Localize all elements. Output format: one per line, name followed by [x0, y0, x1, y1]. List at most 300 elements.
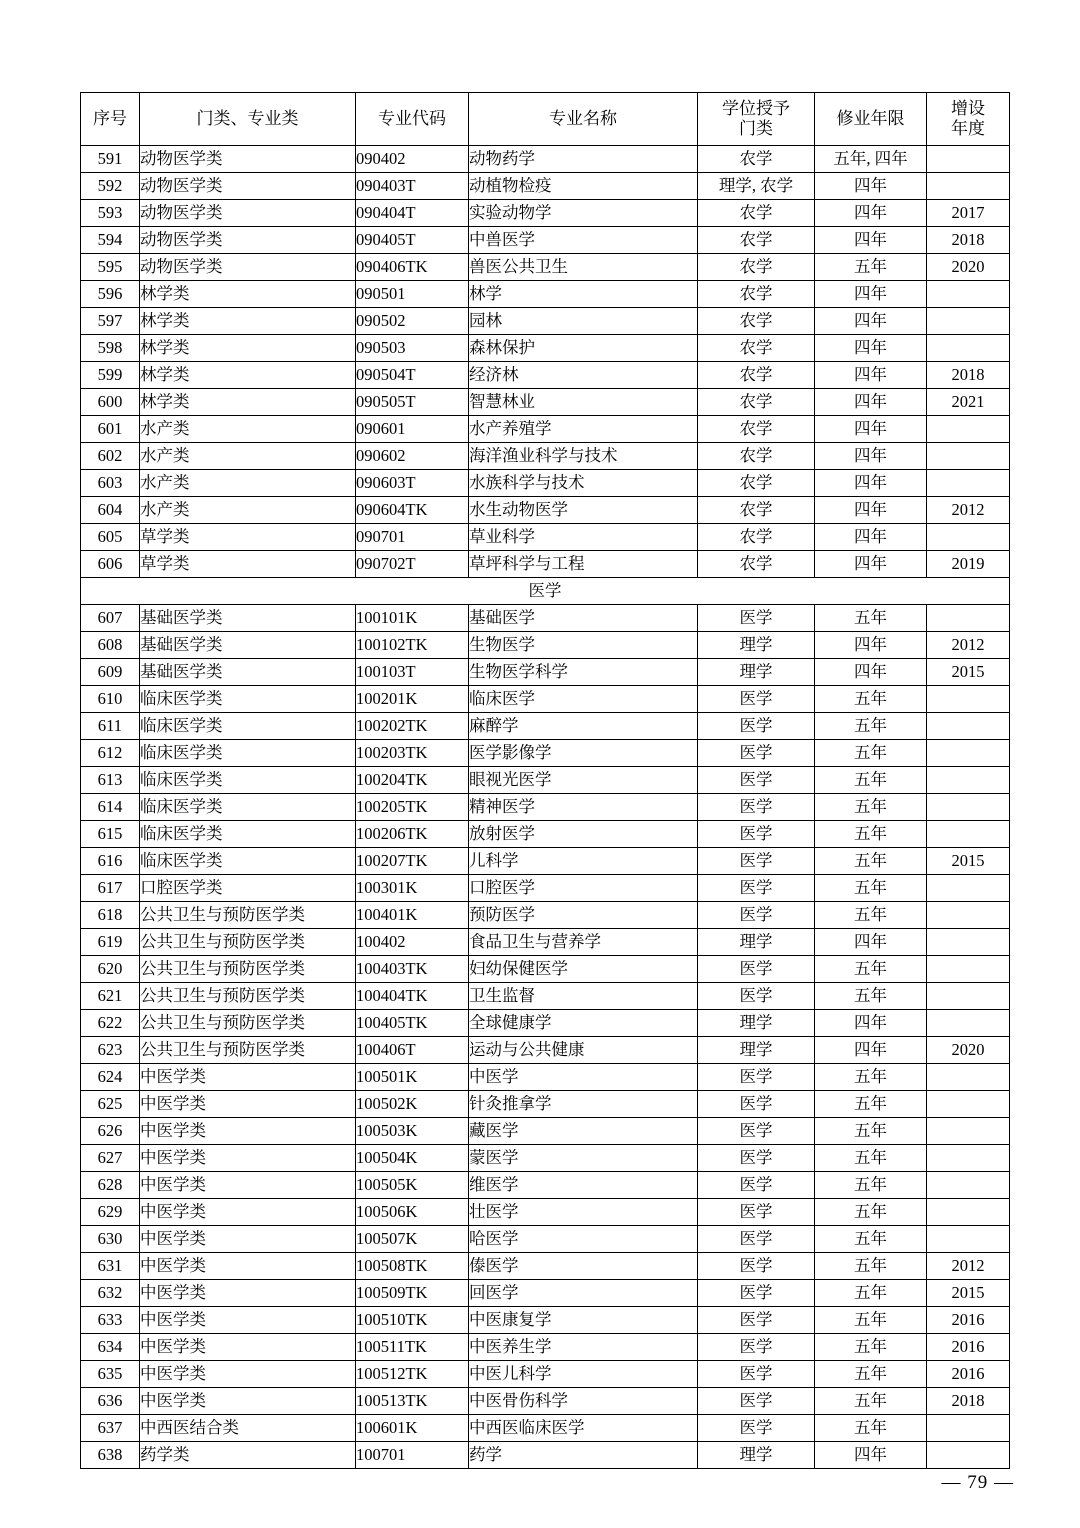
table-row: [81, 821, 1010, 848]
cell-degree: 医学: [698, 1334, 815, 1361]
cell-code: 100403TK: [356, 956, 469, 983]
cell-code: 100502K: [356, 1091, 469, 1118]
cell-degree: 理学: [698, 1010, 815, 1037]
cell-seq: 599: [81, 362, 140, 389]
cell-years: 四年: [815, 335, 927, 362]
cell-added: 2016: [927, 1307, 1010, 1334]
cell-category: 动物医学类: [140, 254, 356, 281]
cell-code: 090406TK: [356, 254, 469, 281]
cell-added: [927, 281, 1010, 308]
cell-code: 090402: [356, 146, 469, 173]
cell-years: 五年: [815, 1253, 927, 1280]
cell-category: 临床医学类: [140, 713, 356, 740]
cell-degree: 医学: [698, 1280, 815, 1307]
cell-seq: 595: [81, 254, 140, 281]
cell-years: 五年: [815, 794, 927, 821]
cell-code: 090604TK: [356, 497, 469, 524]
cell-code: 100503K: [356, 1118, 469, 1145]
cell-name: 壮医学: [469, 1199, 698, 1226]
cell-added: 2012: [927, 497, 1010, 524]
table-row: [81, 443, 1010, 470]
cell-years: 五年: [815, 740, 927, 767]
table-row: [81, 1010, 1010, 1037]
cell-years: 五年: [815, 848, 927, 875]
cell-years: 五年: [815, 1118, 927, 1145]
cell-name: 经济林: [469, 362, 698, 389]
cell-seq: 601: [81, 416, 140, 443]
cell-name: 中医儿科学: [469, 1361, 698, 1388]
cell-seq: 591: [81, 146, 140, 173]
cell-years: 四年: [815, 308, 927, 335]
cell-years: 五年: [815, 821, 927, 848]
cell-added: [927, 1199, 1010, 1226]
cell-category: 公共卫生与预防医学类: [140, 902, 356, 929]
cell-degree: 农学: [698, 281, 815, 308]
cell-degree: 医学: [698, 902, 815, 929]
cell-code: 100505K: [356, 1172, 469, 1199]
table-row: [81, 740, 1010, 767]
cell-seq: 621: [81, 983, 140, 1010]
cell-category: 临床医学类: [140, 794, 356, 821]
cell-name: 中医养生学: [469, 1334, 698, 1361]
cell-seq: 600: [81, 389, 140, 416]
cell-degree: 农学: [698, 335, 815, 362]
cell-years: 五年: [815, 686, 927, 713]
cell-seq: 633: [81, 1307, 140, 1334]
table-row: [81, 1253, 1010, 1280]
cell-seq: 608: [81, 632, 140, 659]
cell-code: 100504K: [356, 1145, 469, 1172]
cell-name: 生物医学科学: [469, 659, 698, 686]
cell-degree: 医学: [698, 1145, 815, 1172]
cell-name: 草坪科学与工程: [469, 551, 698, 578]
cell-seq: 593: [81, 200, 140, 227]
cell-years: 四年: [815, 551, 927, 578]
table-header-row: [81, 93, 1010, 146]
cell-category: 中医学类: [140, 1118, 356, 1145]
cell-name: 回医学: [469, 1280, 698, 1307]
table-row: [81, 308, 1010, 335]
cell-code: 090702T: [356, 551, 469, 578]
cell-degree: 医学: [698, 1199, 815, 1226]
cell-category: 中医学类: [140, 1307, 356, 1334]
cell-seq: 606: [81, 551, 140, 578]
cell-category: 临床医学类: [140, 740, 356, 767]
cell-seq: 637: [81, 1415, 140, 1442]
cell-added: [927, 1010, 1010, 1037]
cell-years: 四年: [815, 659, 927, 686]
cell-degree: 医学: [698, 1253, 815, 1280]
cell-code: 100301K: [356, 875, 469, 902]
cell-years: 五年: [815, 1172, 927, 1199]
cell-category: 水产类: [140, 416, 356, 443]
cell-category: 动物医学类: [140, 200, 356, 227]
cell-added: [927, 335, 1010, 362]
cell-degree: 医学: [698, 794, 815, 821]
table-row: [81, 632, 1010, 659]
cell-years: 五年: [815, 1064, 927, 1091]
table-row: [81, 1172, 1010, 1199]
cell-added: [927, 1118, 1010, 1145]
cell-category: 动物医学类: [140, 146, 356, 173]
cell-name: 食品卫生与营养学: [469, 929, 698, 956]
cell-code: 090505T: [356, 389, 469, 416]
cell-degree: 医学: [698, 713, 815, 740]
cell-seq: 598: [81, 335, 140, 362]
cell-degree: 医学: [698, 605, 815, 632]
cell-years: 五年: [815, 1334, 927, 1361]
table-header: [81, 93, 1010, 146]
cell-added: [927, 1145, 1010, 1172]
page-number: — 79 —: [941, 1472, 1014, 1493]
cell-seq: 613: [81, 767, 140, 794]
cell-degree: 医学: [698, 1361, 815, 1388]
cell-category: 中医学类: [140, 1361, 356, 1388]
cell-seq: 638: [81, 1442, 140, 1469]
cell-degree: 医学: [698, 767, 815, 794]
cell-years: 四年: [815, 443, 927, 470]
table-row: [81, 389, 1010, 416]
cell-name: 兽医公共卫生: [469, 254, 698, 281]
cell-code: 100509TK: [356, 1280, 469, 1307]
cell-years: 四年: [815, 281, 927, 308]
cell-name: 运动与公共健康: [469, 1037, 698, 1064]
cell-name: 中医康复学: [469, 1307, 698, 1334]
cell-degree: 医学: [698, 1064, 815, 1091]
cell-seq: 610: [81, 686, 140, 713]
cell-name: 临床医学: [469, 686, 698, 713]
cell-name: 医学影像学: [469, 740, 698, 767]
cell-years: 四年: [815, 362, 927, 389]
cell-added: [927, 1091, 1010, 1118]
table-row: [81, 1037, 1010, 1064]
cell-added: [927, 794, 1010, 821]
cell-code: 100512TK: [356, 1361, 469, 1388]
cell-degree: 农学: [698, 551, 815, 578]
cell-name: 林学: [469, 281, 698, 308]
cell-name: 动物药学: [469, 146, 698, 173]
cell-category: 中医学类: [140, 1199, 356, 1226]
table-row: [81, 767, 1010, 794]
cell-degree: 理学, 农学: [698, 173, 815, 200]
table-row: [81, 875, 1010, 902]
column-header-seq: 序号: [81, 93, 140, 146]
cell-name: 哈医学: [469, 1226, 698, 1253]
cell-degree: 理学: [698, 659, 815, 686]
cell-code: 100101K: [356, 605, 469, 632]
cell-degree: 理学: [698, 632, 815, 659]
cell-added: [927, 956, 1010, 983]
cell-name: 放射医学: [469, 821, 698, 848]
cell-category: 中医学类: [140, 1253, 356, 1280]
cell-name: 园林: [469, 308, 698, 335]
cell-seq: 617: [81, 875, 140, 902]
cell-name: 水产养殖学: [469, 416, 698, 443]
cell-added: 2018: [927, 1388, 1010, 1415]
cell-category: 基础医学类: [140, 632, 356, 659]
cell-added: 2015: [927, 1280, 1010, 1307]
table-row: [81, 659, 1010, 686]
cell-name: 儿科学: [469, 848, 698, 875]
table-row: [81, 1442, 1010, 1469]
cell-degree: 理学: [698, 1037, 815, 1064]
cell-code: 100207TK: [356, 848, 469, 875]
cell-degree: 农学: [698, 389, 815, 416]
majors-table-container: [80, 92, 1002, 1469]
cell-degree: 医学: [698, 875, 815, 902]
cell-category: 动物医学类: [140, 227, 356, 254]
table-row: [81, 713, 1010, 740]
cell-name: 中兽医学: [469, 227, 698, 254]
cell-name: 基础医学: [469, 605, 698, 632]
cell-seq: 594: [81, 227, 140, 254]
cell-added: [927, 416, 1010, 443]
cell-code: 090404T: [356, 200, 469, 227]
table-body: [81, 146, 1010, 1469]
cell-category: 草学类: [140, 551, 356, 578]
cell-category: 动物医学类: [140, 173, 356, 200]
cell-degree: 医学: [698, 983, 815, 1010]
table-row: [81, 173, 1010, 200]
cell-code: 090502: [356, 308, 469, 335]
table-row: [81, 1280, 1010, 1307]
cell-degree: 医学: [698, 740, 815, 767]
cell-added: 2018: [927, 362, 1010, 389]
cell-seq: 635: [81, 1361, 140, 1388]
cell-code: 100203TK: [356, 740, 469, 767]
cell-category: 中医学类: [140, 1172, 356, 1199]
cell-years: 四年: [815, 389, 927, 416]
cell-degree: 医学: [698, 848, 815, 875]
cell-degree: 医学: [698, 956, 815, 983]
cell-name: 麻醉学: [469, 713, 698, 740]
column-header-added: [927, 93, 1010, 146]
cell-seq: 626: [81, 1118, 140, 1145]
column-header-added-line1: 增设: [951, 99, 985, 119]
cell-name: 草业科学: [469, 524, 698, 551]
cell-code: 100507K: [356, 1226, 469, 1253]
table-row: [81, 1226, 1010, 1253]
cell-years: 五年: [815, 1280, 927, 1307]
cell-added: [927, 767, 1010, 794]
cell-seq: 592: [81, 173, 140, 200]
cell-name: 口腔医学: [469, 875, 698, 902]
cell-years: 五年: [815, 956, 927, 983]
cell-code: 100406T: [356, 1037, 469, 1064]
cell-years: 四年: [815, 497, 927, 524]
cell-code: 090501: [356, 281, 469, 308]
cell-category: 中医学类: [140, 1064, 356, 1091]
cell-code: 100402: [356, 929, 469, 956]
cell-degree: 农学: [698, 470, 815, 497]
cell-added: [927, 524, 1010, 551]
cell-category: 公共卫生与预防医学类: [140, 1010, 356, 1037]
cell-seq: 604: [81, 497, 140, 524]
cell-seq: 618: [81, 902, 140, 929]
table-row: [81, 929, 1010, 956]
cell-code: 090603T: [356, 470, 469, 497]
cell-added: 2018: [927, 227, 1010, 254]
table-row: [81, 200, 1010, 227]
table-row: [81, 1145, 1010, 1172]
table-row: [81, 902, 1010, 929]
cell-category: 林学类: [140, 362, 356, 389]
majors-table: [80, 92, 1010, 1469]
column-header-category: 门类、专业类: [140, 93, 356, 146]
cell-seq: 597: [81, 308, 140, 335]
cell-seq: 629: [81, 1199, 140, 1226]
cell-category: 临床医学类: [140, 821, 356, 848]
cell-added: [927, 902, 1010, 929]
table-row: [81, 497, 1010, 524]
cell-code: 100202TK: [356, 713, 469, 740]
cell-name: 实验动物学: [469, 200, 698, 227]
cell-code: 090503: [356, 335, 469, 362]
cell-years: 四年: [815, 227, 927, 254]
cell-name: 智慧林业: [469, 389, 698, 416]
cell-degree: 医学: [698, 821, 815, 848]
cell-name: 全球健康学: [469, 1010, 698, 1037]
cell-code: 100601K: [356, 1415, 469, 1442]
cell-added: [927, 308, 1010, 335]
cell-years: 五年: [815, 902, 927, 929]
cell-code: 100206TK: [356, 821, 469, 848]
cell-category: 中西医结合类: [140, 1415, 356, 1442]
table-row: [81, 848, 1010, 875]
cell-name: 预防医学: [469, 902, 698, 929]
table-row: [81, 1118, 1010, 1145]
cell-name: 妇幼保健医学: [469, 956, 698, 983]
table-row: [81, 227, 1010, 254]
cell-added: [927, 686, 1010, 713]
table-row: [81, 1064, 1010, 1091]
column-header-degree: [698, 93, 815, 146]
cell-added: [927, 1064, 1010, 1091]
cell-years: 五年: [815, 254, 927, 281]
cell-code: 100511TK: [356, 1334, 469, 1361]
cell-name: 维医学: [469, 1172, 698, 1199]
cell-years: 五年: [815, 605, 927, 632]
cell-code: 100506K: [356, 1199, 469, 1226]
cell-name: 傣医学: [469, 1253, 698, 1280]
cell-added: 2016: [927, 1334, 1010, 1361]
table-row: [81, 1388, 1010, 1415]
cell-years: 四年: [815, 470, 927, 497]
cell-name: 动植物检疫: [469, 173, 698, 200]
cell-years: 四年: [815, 1037, 927, 1064]
cell-degree: 医学: [698, 1415, 815, 1442]
cell-degree: 农学: [698, 497, 815, 524]
table-row: [81, 1415, 1010, 1442]
column-header-degree-line1: 学位授予: [722, 99, 790, 119]
table-row: [81, 1091, 1010, 1118]
table-row: [81, 1199, 1010, 1226]
cell-category: 临床医学类: [140, 767, 356, 794]
cell-category: 中医学类: [140, 1091, 356, 1118]
cell-years: 五年: [815, 713, 927, 740]
cell-years: 四年: [815, 929, 927, 956]
cell-name: 精神医学: [469, 794, 698, 821]
cell-seq: 611: [81, 713, 140, 740]
cell-category: 口腔医学类: [140, 875, 356, 902]
cell-category: 基础医学类: [140, 659, 356, 686]
cell-name: 水生动物医学: [469, 497, 698, 524]
cell-code: 100205TK: [356, 794, 469, 821]
table-row: [81, 416, 1010, 443]
cell-added: [927, 605, 1010, 632]
cell-code: 090701: [356, 524, 469, 551]
cell-category: 水产类: [140, 470, 356, 497]
cell-years: 五年: [815, 767, 927, 794]
table-row: [81, 983, 1010, 1010]
cell-name: 针灸推拿学: [469, 1091, 698, 1118]
table-row: [81, 686, 1010, 713]
cell-name: 中医骨伤科学: [469, 1388, 698, 1415]
cell-degree: 理学: [698, 929, 815, 956]
cell-added: [927, 443, 1010, 470]
table-row: [81, 794, 1010, 821]
cell-years: 五年: [815, 1388, 927, 1415]
cell-years: 五年: [815, 983, 927, 1010]
cell-added: 2017: [927, 200, 1010, 227]
cell-degree: 医学: [698, 1118, 815, 1145]
cell-years: 四年: [815, 173, 927, 200]
cell-degree: 理学: [698, 1442, 815, 1469]
cell-seq: 607: [81, 605, 140, 632]
cell-years: 四年: [815, 1010, 927, 1037]
cell-added: 2020: [927, 254, 1010, 281]
cell-added: [927, 1172, 1010, 1199]
cell-added: 2015: [927, 848, 1010, 875]
cell-code: 090403T: [356, 173, 469, 200]
cell-category: 林学类: [140, 281, 356, 308]
cell-seq: 627: [81, 1145, 140, 1172]
cell-degree: 农学: [698, 416, 815, 443]
cell-years: 四年: [815, 200, 927, 227]
cell-category: 中医学类: [140, 1388, 356, 1415]
column-header-degree-line2: 门类: [739, 119, 773, 138]
cell-code: 100103T: [356, 659, 469, 686]
cell-seq: 616: [81, 848, 140, 875]
table-row: [81, 335, 1010, 362]
cell-added: 2012: [927, 632, 1010, 659]
cell-degree: 医学: [698, 1226, 815, 1253]
cell-years: 五年: [815, 875, 927, 902]
cell-degree: 医学: [698, 1172, 815, 1199]
cell-category: 中医学类: [140, 1280, 356, 1307]
cell-degree: 农学: [698, 227, 815, 254]
cell-category: 公共卫生与预防医学类: [140, 956, 356, 983]
cell-code: 100501K: [356, 1064, 469, 1091]
cell-code: 090405T: [356, 227, 469, 254]
cell-category: 公共卫生与预防医学类: [140, 929, 356, 956]
cell-code: 100701: [356, 1442, 469, 1469]
cell-years: 五年, 四年: [815, 146, 927, 173]
cell-category: 草学类: [140, 524, 356, 551]
column-header-added-line2: 年度: [951, 119, 985, 138]
cell-name: 森林保护: [469, 335, 698, 362]
cell-degree: 医学: [698, 1388, 815, 1415]
cell-code: 100513TK: [356, 1388, 469, 1415]
cell-name: 卫生监督: [469, 983, 698, 1010]
cell-code: 100204TK: [356, 767, 469, 794]
cell-degree: 农学: [698, 443, 815, 470]
cell-seq: 631: [81, 1253, 140, 1280]
cell-seq: 624: [81, 1064, 140, 1091]
cell-degree: 农学: [698, 362, 815, 389]
cell-category: 林学类: [140, 389, 356, 416]
cell-seq: 614: [81, 794, 140, 821]
